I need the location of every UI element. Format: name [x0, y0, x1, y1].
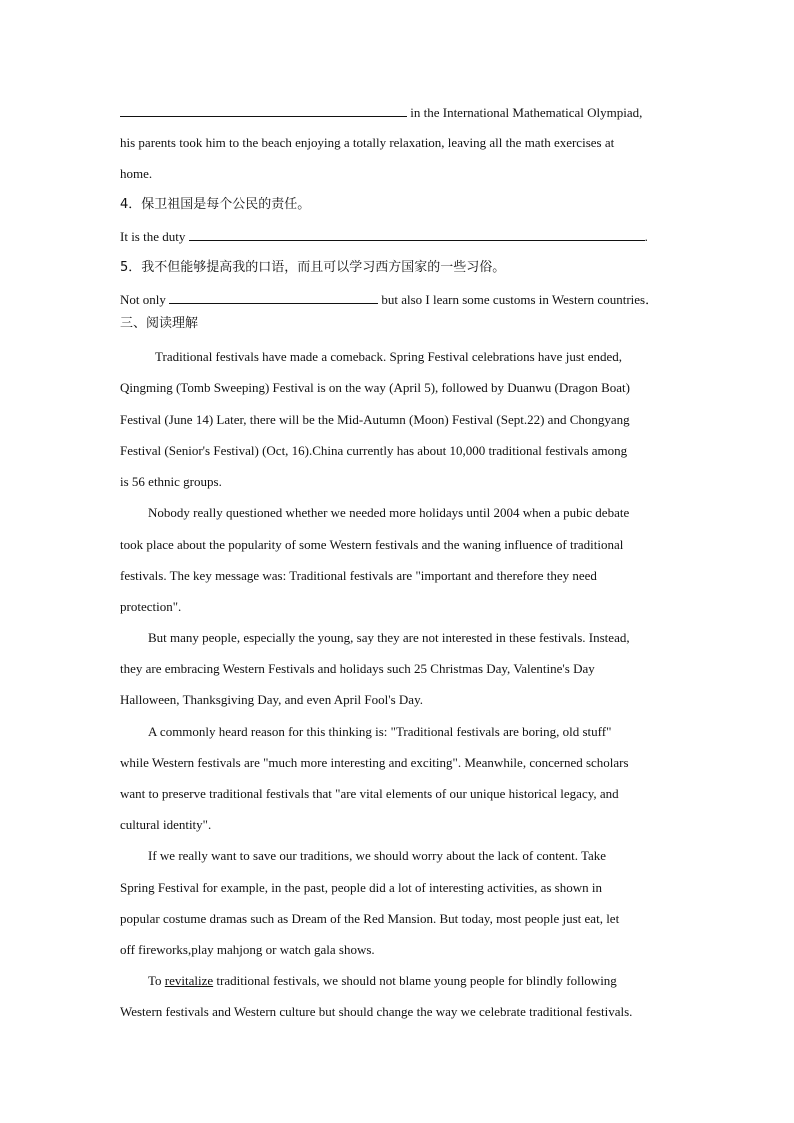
paragraph-line: want to preserve traditional festivals that "are vital elements of our unique historical legacy, and: [120, 786, 619, 801]
item-5-answer-line: [120, 291, 658, 308]
paragraph-line: took place about the popularity of some Western festivals and the waning influence of traditional: [120, 537, 624, 552]
paragraph-line: A commonly heard reason for this thinking is: "Traditional festivals are boring, old stuff": [148, 724, 612, 739]
text-segment: To: [148, 973, 162, 988]
item-5-prompt: 5．我不但能够提高我的口语，而且可以学习西方国家的一些习俗。: [120, 260, 506, 275]
text-segment: traditional festivals, we should not blame young people for blindly following: [216, 973, 617, 988]
paragraph-line: Halloween, Thanksgiving Day, and even April Fool's Day.: [120, 692, 423, 707]
translation-line: [120, 104, 642, 121]
paragraph-line: Traditional festivals have made a comeback. Spring Festival celebrations have just ended,: [155, 349, 623, 364]
paragraph-line: [148, 973, 617, 989]
answer-blank[interactable]: [120, 104, 407, 117]
section-heading: 三、阅读理解: [120, 316, 199, 331]
text-segment: .: [644, 229, 648, 244]
item-4-answer-line: [120, 228, 648, 245]
answer-blank[interactable]: [169, 291, 378, 304]
paragraph-line: popular costume dramas such as Dream of the Red Mansion. But today, most people just eat, let: [120, 911, 620, 926]
paragraph-line: off fireworks,play mahjong or watch gala shows.: [120, 942, 375, 957]
text-line: his parents took him to the beach enjoying a totally relaxation, leaving all the math exercises at: [120, 135, 615, 150]
text-segment: It is the duty: [120, 229, 186, 244]
text-segment: but also I learn some customs in Western countries．: [381, 292, 659, 307]
paragraph-line: Spring Festival for example, in the past, people did a lot of interesting activities, as shown in: [120, 880, 602, 895]
paragraph-line: while Western festivals are "much more interesting and exciting". Meanwhile, concerned scholars: [120, 755, 629, 770]
paragraph-line: But many people, especially the young, say they are not interested in these festivals. Instead,: [148, 630, 630, 645]
paragraph-line: is 56 ethnic groups.: [120, 474, 222, 489]
paragraph-line: Nobody really questioned whether we needed more holidays until 2004 when a pubic debate: [148, 505, 630, 520]
text-segment: Not only: [120, 292, 166, 307]
answer-blank[interactable]: [189, 228, 645, 241]
item-4-prompt: 4．保卫祖国是每个公民的责任。: [120, 197, 311, 212]
paragraph-line: If we really want to save our traditions, we should worry about the lack of content. Take: [148, 848, 607, 863]
paragraph-line: they are embracing Western Festivals and holidays such 25 Christmas Day, Valentine's Day: [120, 661, 595, 676]
paragraph-line: protection".: [120, 599, 182, 614]
underlined-word: revitalize: [164, 973, 214, 988]
paragraph-line: Festival (June 14) Later, there will be the Mid-Autumn (Moon) Festival (Sept.22) and Chongyang: [120, 412, 630, 427]
paragraph-line: festivals. The key message was: Traditional festivals are "important and therefore they need: [120, 568, 597, 583]
paragraph-line: Qingming (Tomb Sweeping) Festival is on the way (April 5), followed by Duanwu (Dragon Boat): [120, 380, 630, 395]
paragraph-line: Festival (Senior's Festival) (Oct, 16).China currently has about 10,000 traditional festivals among: [120, 443, 628, 458]
text-line: home.: [120, 166, 153, 181]
paragraph-line: Western festivals and Western culture but should change the way we celebrate traditional festivals.: [120, 1004, 633, 1019]
paragraph-line: cultural identity".: [120, 817, 212, 832]
text-segment: in the International Mathematical Olympiad,: [410, 105, 643, 120]
